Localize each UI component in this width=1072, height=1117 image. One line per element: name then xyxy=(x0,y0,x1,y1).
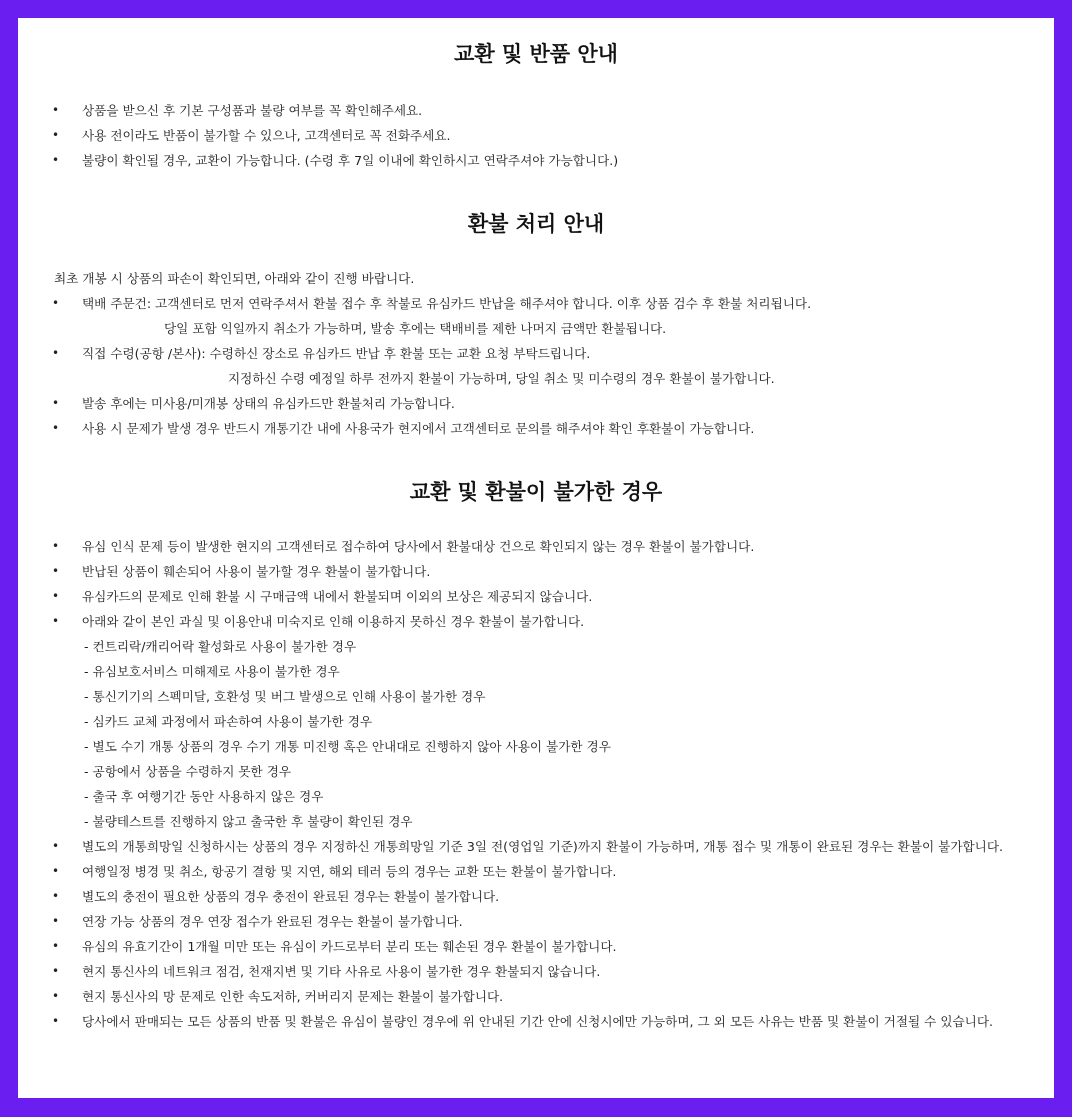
list-item-text: 직접 수령(공항 /본사): 수령하신 장소로 유심카드 반납 후 환불 또는 교환 요청 부탁드립니다. xyxy=(82,346,591,361)
nonrefundable-list xyxy=(18,534,1054,1034)
exchange-list xyxy=(18,98,1054,173)
nonrefundable-title: 교환 및 환불이 불가한 경우 xyxy=(409,480,663,504)
exchange-title: 교환 및 반품 안내 xyxy=(454,42,618,66)
list-item: • 현지 통신사의 네트워크 점검, 천재지변 및 기타 사유로 사용이 불가한 경우 환불되지 않습니다. xyxy=(18,959,1054,984)
list-item: • 별도의 개통희망일 신청하시는 상품의 경우 지정하신 개통희망일 기준 3일 전(영업일 기준)까지 환불이 가능하며, 개통 접수 및 개통이 완료된 경우는 환불이 불가합니다. xyxy=(18,834,1054,859)
list-item-continuation: 당일 포함 익일까지 취소가 가능하며, 발송 후에는 택배비를 제한 나머지 금액만 환불됩니다. xyxy=(164,321,667,336)
refund-intro: 최초 개봉 시 상품의 파손이 확인되면, 아래와 같이 진행 바랍니다. xyxy=(54,271,415,286)
list-item: • 별도의 충전이 필요한 상품의 경우 충전이 완료된 경우는 환불이 불가합니다. xyxy=(18,884,1054,909)
list-item: • 당사에서 판매되는 모든 상품의 반품 및 환불은 유심이 불량인 경우에 위 안내된 기간 안에 신청시에만 가능하며, 그 외 모든 사유는 반품 및 환불이 거절될 수 있습니다. xyxy=(18,1009,1054,1034)
list-item: • 연장 가능 상품의 경우 연장 접수가 완료된 경우는 환불이 불가합니다. xyxy=(18,909,1054,934)
list-item xyxy=(18,609,1054,834)
list-item: • 유심카드의 문제로 인해 환불 시 구매금액 내에서 환불되며 이외의 보상은 제공되지 않습니다. xyxy=(18,584,1054,609)
sub-item: - 공항에서 상품을 수령하지 못한 경우 xyxy=(84,764,292,779)
list-item-text: 택배 주문건: 고객센터로 먼저 연락주셔서 환불 접수 후 착불로 유심카드 반납을 해주셔야 합니다. 이후 상품 검수 후 환불 처리됩니다. xyxy=(82,296,812,311)
list-item xyxy=(18,291,1054,341)
list-item: • 상품을 받으신 후 기본 구성품과 불량 여부를 꼭 확인해주세요. xyxy=(18,98,1054,123)
list-item: • 여행일정 병경 및 취소, 항공기 결항 및 지연, 해외 테러 등의 경우는 교환 또는 환불이 불가합니다. xyxy=(18,859,1054,884)
list-item: • 사용 시 문제가 발생 경우 반드시 개통기간 내에 사용국가 현지에서 고객센터로 문의를 해주셔야 확인 후환불이 가능합니다. xyxy=(18,416,1054,441)
sub-item: - 불량테스트를 진행하지 않고 출국한 후 불량이 확인된 경우 xyxy=(84,814,413,829)
list-item-continuation: 지정하신 수령 예정일 하루 전까지 환불이 가능하며, 당일 취소 및 미수령의 경우 환불이 불가합니다. xyxy=(228,371,775,386)
refund-title: 환불 처리 안내 xyxy=(467,212,605,236)
list-item: • 유심 인식 문제 등이 발생한 현지의 고객센터로 접수하여 당사에서 환불대상 건으로 확인되지 않는 경우 환불이 불가합니다. xyxy=(18,534,1054,559)
list-item: • 발송 후에는 미사용/미개봉 상태의 유심카드만 환불처리 가능합니다. xyxy=(18,391,1054,416)
sub-item: - 별도 수기 개통 상품의 경우 수기 개통 미진행 혹은 안내대로 진행하지 않아 사용이 불가한 경우 xyxy=(84,739,611,754)
sub-item: - 출국 후 여행기간 동안 사용하지 않은 경우 xyxy=(84,789,324,804)
list-item-text: 아래와 같이 본인 과실 및 이용안내 미숙지로 인해 이용하지 못하신 경우 환불이 불가합니다. xyxy=(82,614,585,629)
list-item: • 사용 전이라도 반품이 불가할 수 있으나, 고객센터로 꼭 전화주세요. xyxy=(18,123,1054,148)
list-item xyxy=(18,341,1054,391)
sub-item: - 심카드 교체 과정에서 파손하여 사용이 불가한 경우 xyxy=(84,714,373,729)
list-item: • 유심의 유효기간이 1개월 미만 또는 유심이 카드로부터 분리 또는 훼손된 경우 환불이 불가합니다. xyxy=(18,934,1054,959)
sub-item: - 통신기기의 스펙미달, 호환성 및 버그 발생으로 인해 사용이 불가한 경우 xyxy=(84,689,486,704)
list-item: • 불량이 확인될 경우, 교환이 가능합니다. (수령 후 7일 이내에 확인하시고 연락주셔야 가능합니다.) xyxy=(18,148,1054,173)
list-item: • 현지 통신사의 망 문제로 인한 속도저하, 커버리지 문제는 환불이 불가합니다. xyxy=(18,984,1054,1009)
list-item: • 반납된 상품이 훼손되어 사용이 불가할 경우 환불이 불가합니다. xyxy=(18,559,1054,584)
sub-item: - 유심보호서비스 미해제로 사용이 불가한 경우 xyxy=(84,664,340,679)
sub-item: - 컨트리락/캐리어락 활성화로 사용이 불가한 경우 xyxy=(84,639,357,654)
refund-list xyxy=(18,291,1054,441)
notice-page xyxy=(18,18,1054,1098)
